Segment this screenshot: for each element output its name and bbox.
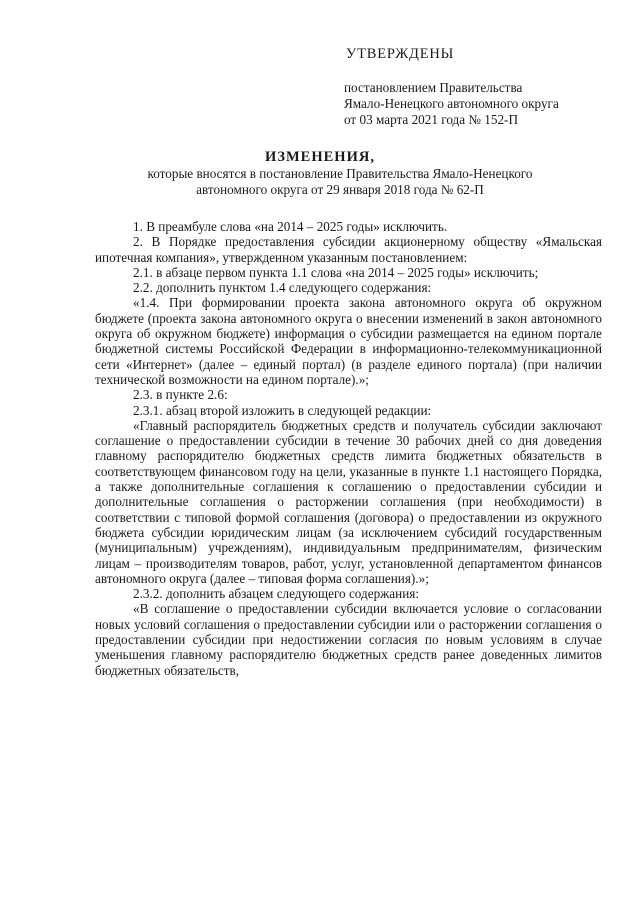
paragraph: 2. В Порядке предоставления субсидии акционерному обществу «Ямальская ипотечная компания», утвержденном указанным постановлением: (95, 234, 602, 265)
paragraph: 2.3. в пункте 2.6: (133, 387, 228, 403)
paragraph: «1.4. При формировании проекта закона автономного округа об окружном бюджете (проекта закона автономного округа о внесении изменений в закон автономного округа об окружном бюджете) информация о субсидии размещается на едином портале бюджетной системы Российской Федерации в информационно-телекоммуникационной сети «Интернет» (далее – единый портал) (в разделе единого портала) (при наличии технической возможности на едином портале).»; (95, 295, 602, 387)
approval-stamp-heading: УТВЕРЖДЕНЫ (346, 46, 455, 62)
paragraph: 2.3.1. абзац второй изложить в следующей редакции: (133, 402, 432, 418)
approval-line: постановлением Правительства (344, 80, 523, 95)
approval-details (344, 80, 559, 128)
document-subtitle (120, 166, 560, 198)
paragraph: 2.1. в абзаце первом пункта 1.1 слова «на 2014 – 2025 годы» исключить; (133, 264, 539, 280)
paragraph: «В соглашение о предоставлении субсидии включается условие о согласовании новых условий соглашения о предоставлении субсидии или о расторжении соглашения о предоставлении субсидии при недостижении согласия по новым условиям в случае уменьшения главному распорядителю бюджетных средств ранее доведенных лимитов бюджетных обязательств, (95, 601, 602, 678)
paragraph: 2.2. дополнить пунктом 1.4 следующего содержания: (133, 280, 432, 296)
document-body (95, 219, 602, 678)
approval-line: Ямало-Ненецкого автономного округа (344, 96, 559, 111)
paragraph: «Главный распорядитель бюджетных средств и получатель субсидии заключают соглашение о предоставлении субсидии в течение 30 рабочих дней со дня доведения главному распорядителю бюджетных средств лимита бюджетных обязательств в соответствующем финансовом году на цели, указанные в пункте 1.1 настоящего Порядка, а также дополнительные соглашения к соглашению о предоставлении субсидии и дополнительные соглашения о расторжении соглашения (при необходимости) в соответствии с типовой формой соглашения (договора) о предоставлении из окружного бюджета субсидии юридическим лицам (за исключением субсидий государственным (муниципальным) учреждениям), индивидуальным предпринимателям, физическим лицам – производителям товаров, работ, услуг, установленной департаментом финансов автономного округа (далее – типовая форма соглашения).»; (95, 417, 602, 586)
paragraph: 1. В преамбуле слова «на 2014 – 2025 годы» исключить. (133, 219, 448, 234)
approval-line: от 03 марта 2021 года № 152-П (344, 112, 518, 127)
paragraph: 2.3.2. дополнить абзацем следующего содержания: (133, 586, 419, 602)
subtitle-line: которые вносятся в постановление Правительства Ямало-Ненецкого (147, 166, 533, 181)
document-title: ИЗМЕНЕНИЯ, (265, 149, 375, 165)
subtitle-line: автономного округа от 29 января 2018 года № 62-П (196, 182, 484, 197)
